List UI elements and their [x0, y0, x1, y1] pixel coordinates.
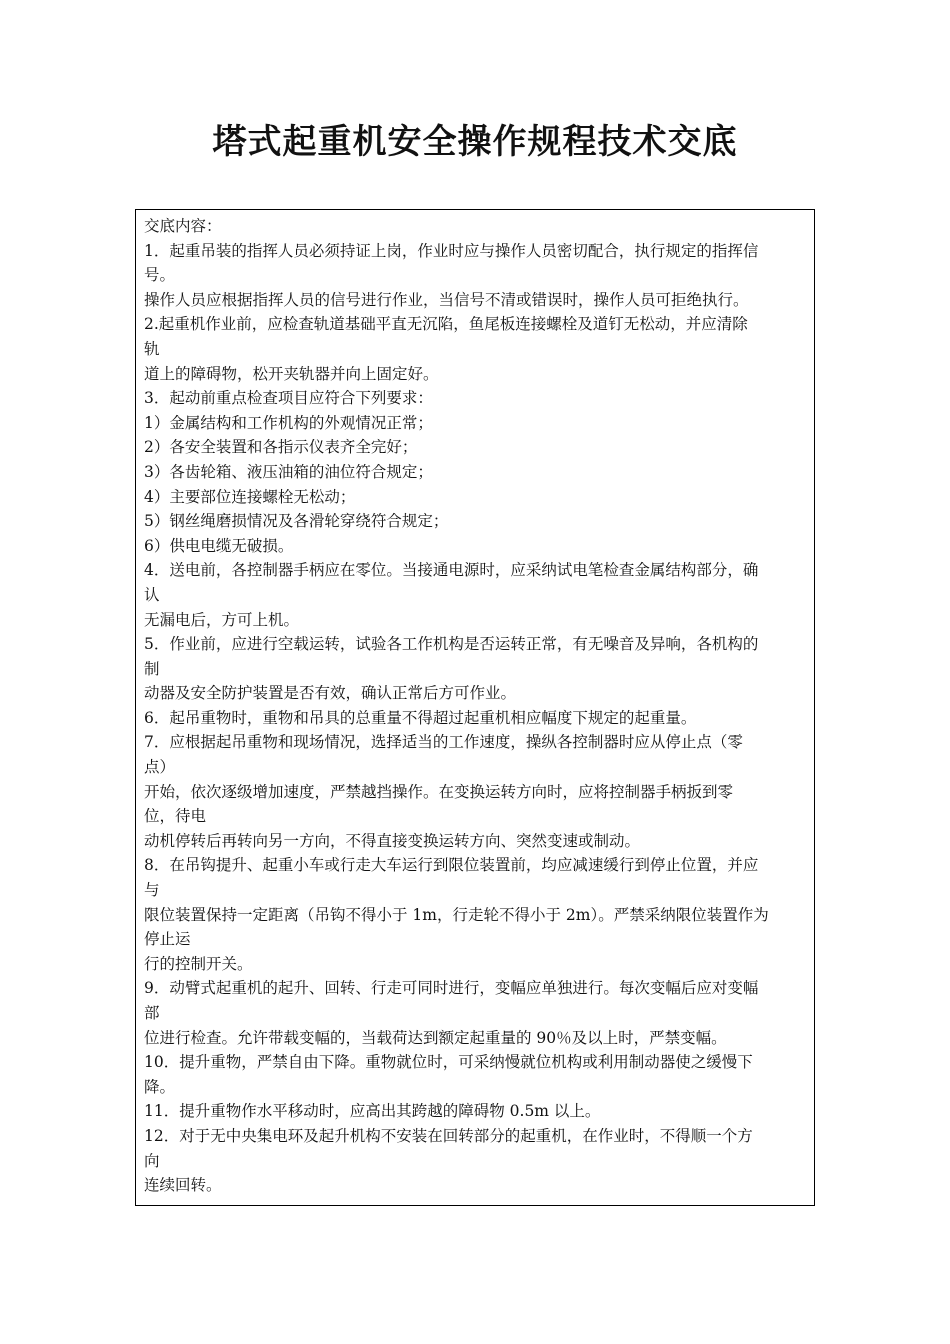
content-line: 与 — [144, 881, 160, 900]
content-line: 位进行检查。允许带载变幅的，当载荷达到额定起重量的 90％及以上时，严禁变幅。 — [144, 1028, 727, 1047]
content-line: 8．在吊钩提升、起重小车或行走大车运行到限位装置前，均应减速缓行到停止位置，并应 — [144, 856, 759, 875]
content-line: 5．作业前，应进行空载运转，试验各工作机构是否运转正常，有无噪音及异响，各机构的 — [144, 635, 759, 654]
content-line: 10．提升重物，严禁自由下降。重物就位时，可采纳慢就位机构或利用制动器使之缓慢下 — [144, 1053, 753, 1072]
page-title: 塔式起重机安全操作规程技术交底 — [212, 122, 738, 162]
content-line: 2.起重机作业前，应检查轨道基础平直无沉陷，鱼尾板连接螺栓及道钉无松动，并应清除 — [144, 315, 748, 334]
disclosure-content-box — [135, 209, 815, 1206]
content-line: 无漏电后，方可上机。 — [144, 610, 300, 629]
content-line: 6．起吊重物时，重物和吊具的总重量不得超过起重机相应幅度下规定的起重量。 — [144, 708, 697, 727]
content-line: 连续回转。 — [144, 1176, 222, 1195]
content-line: 5）钢丝绳磨损情况及各滑轮穿绕符合规定； — [144, 512, 449, 531]
content-line: 限位装置保持一定距离（吊钩不得小于 1m，行走轮不得小于 2m）。严禁采纳限位装置作为 — [144, 905, 769, 924]
content-line: 6）供电电缆无破损。 — [144, 536, 294, 555]
content-line: 制 — [144, 659, 160, 678]
content-line: 3）各齿轮箱、液压油箱的油位符合规定； — [144, 462, 433, 481]
content-line: 1）金属结构和工作机构的外观情况正常； — [144, 413, 433, 432]
disclosure-heading: 交底内容： — [144, 217, 222, 235]
content-line: 点） — [144, 758, 176, 777]
content-line: 动器及安全防护装置是否有效，确认正常后方可作业。 — [144, 684, 517, 703]
content-line: 号。 — [144, 266, 176, 285]
content-line: 降。 — [144, 1077, 176, 1096]
content-line: 道上的障碍物，松开夹轨器并向上固定好。 — [144, 364, 439, 383]
content-line: 动机停转后再转向另一方向，不得直接变换运转方向、突然变速或制动。 — [144, 831, 641, 850]
content-line: 12．对于无中央集电环及起升机构不安装在回转部分的起重机，在作业时，不得顺一个方 — [144, 1126, 753, 1145]
content-line: 1．起重吊装的指挥人员必须持证上岗，作业时应与操作人员密切配合，执行规定的指挥信 — [144, 241, 759, 260]
content-line: 停止运 — [144, 930, 191, 949]
content-line: 9．动臂式起重机的起升、回转、行走可同时进行，变幅应单独进行。每次变幅后应对变幅 — [144, 979, 759, 998]
content-line: 操作人员应根据指挥人员的信号进行作业，当信号不清或错误时，操作人员可拒绝执行。 — [144, 290, 749, 309]
content-line: 向 — [144, 1151, 160, 1170]
content-line: 11．提升重物作水平移动时，应高出其跨越的障碍物 0.5m 以上。 — [144, 1102, 601, 1121]
content-line: 位，待电 — [144, 807, 207, 826]
content-line: 4．送电前，各控制器手柄应在零位。当接通电源时，应采纳试电笔检查金属结构部分，确 — [144, 561, 759, 580]
content-line: 开始，依次逐级增加速度，严禁越挡操作。在变换运转方向时，应将控制器手柄扳到零 — [144, 782, 734, 801]
content-line: 轨 — [144, 339, 160, 358]
content-line: 部 — [144, 1004, 160, 1022]
content-line: 3．起动前重点检查项目应符合下列要求： — [144, 389, 433, 408]
content-line: 4）主要部位连接螺栓无松动； — [144, 487, 356, 506]
content-line: 认 — [144, 585, 160, 604]
content-line: 2）各安全装置和各指示仪表齐全完好； — [144, 438, 418, 457]
content-line: 7．应根据起吊重物和现场情况，选择适当的工作速度，操纵各控制器时应从停止点（零 — [144, 733, 743, 752]
content-line: 行的控制开关。 — [144, 954, 253, 973]
